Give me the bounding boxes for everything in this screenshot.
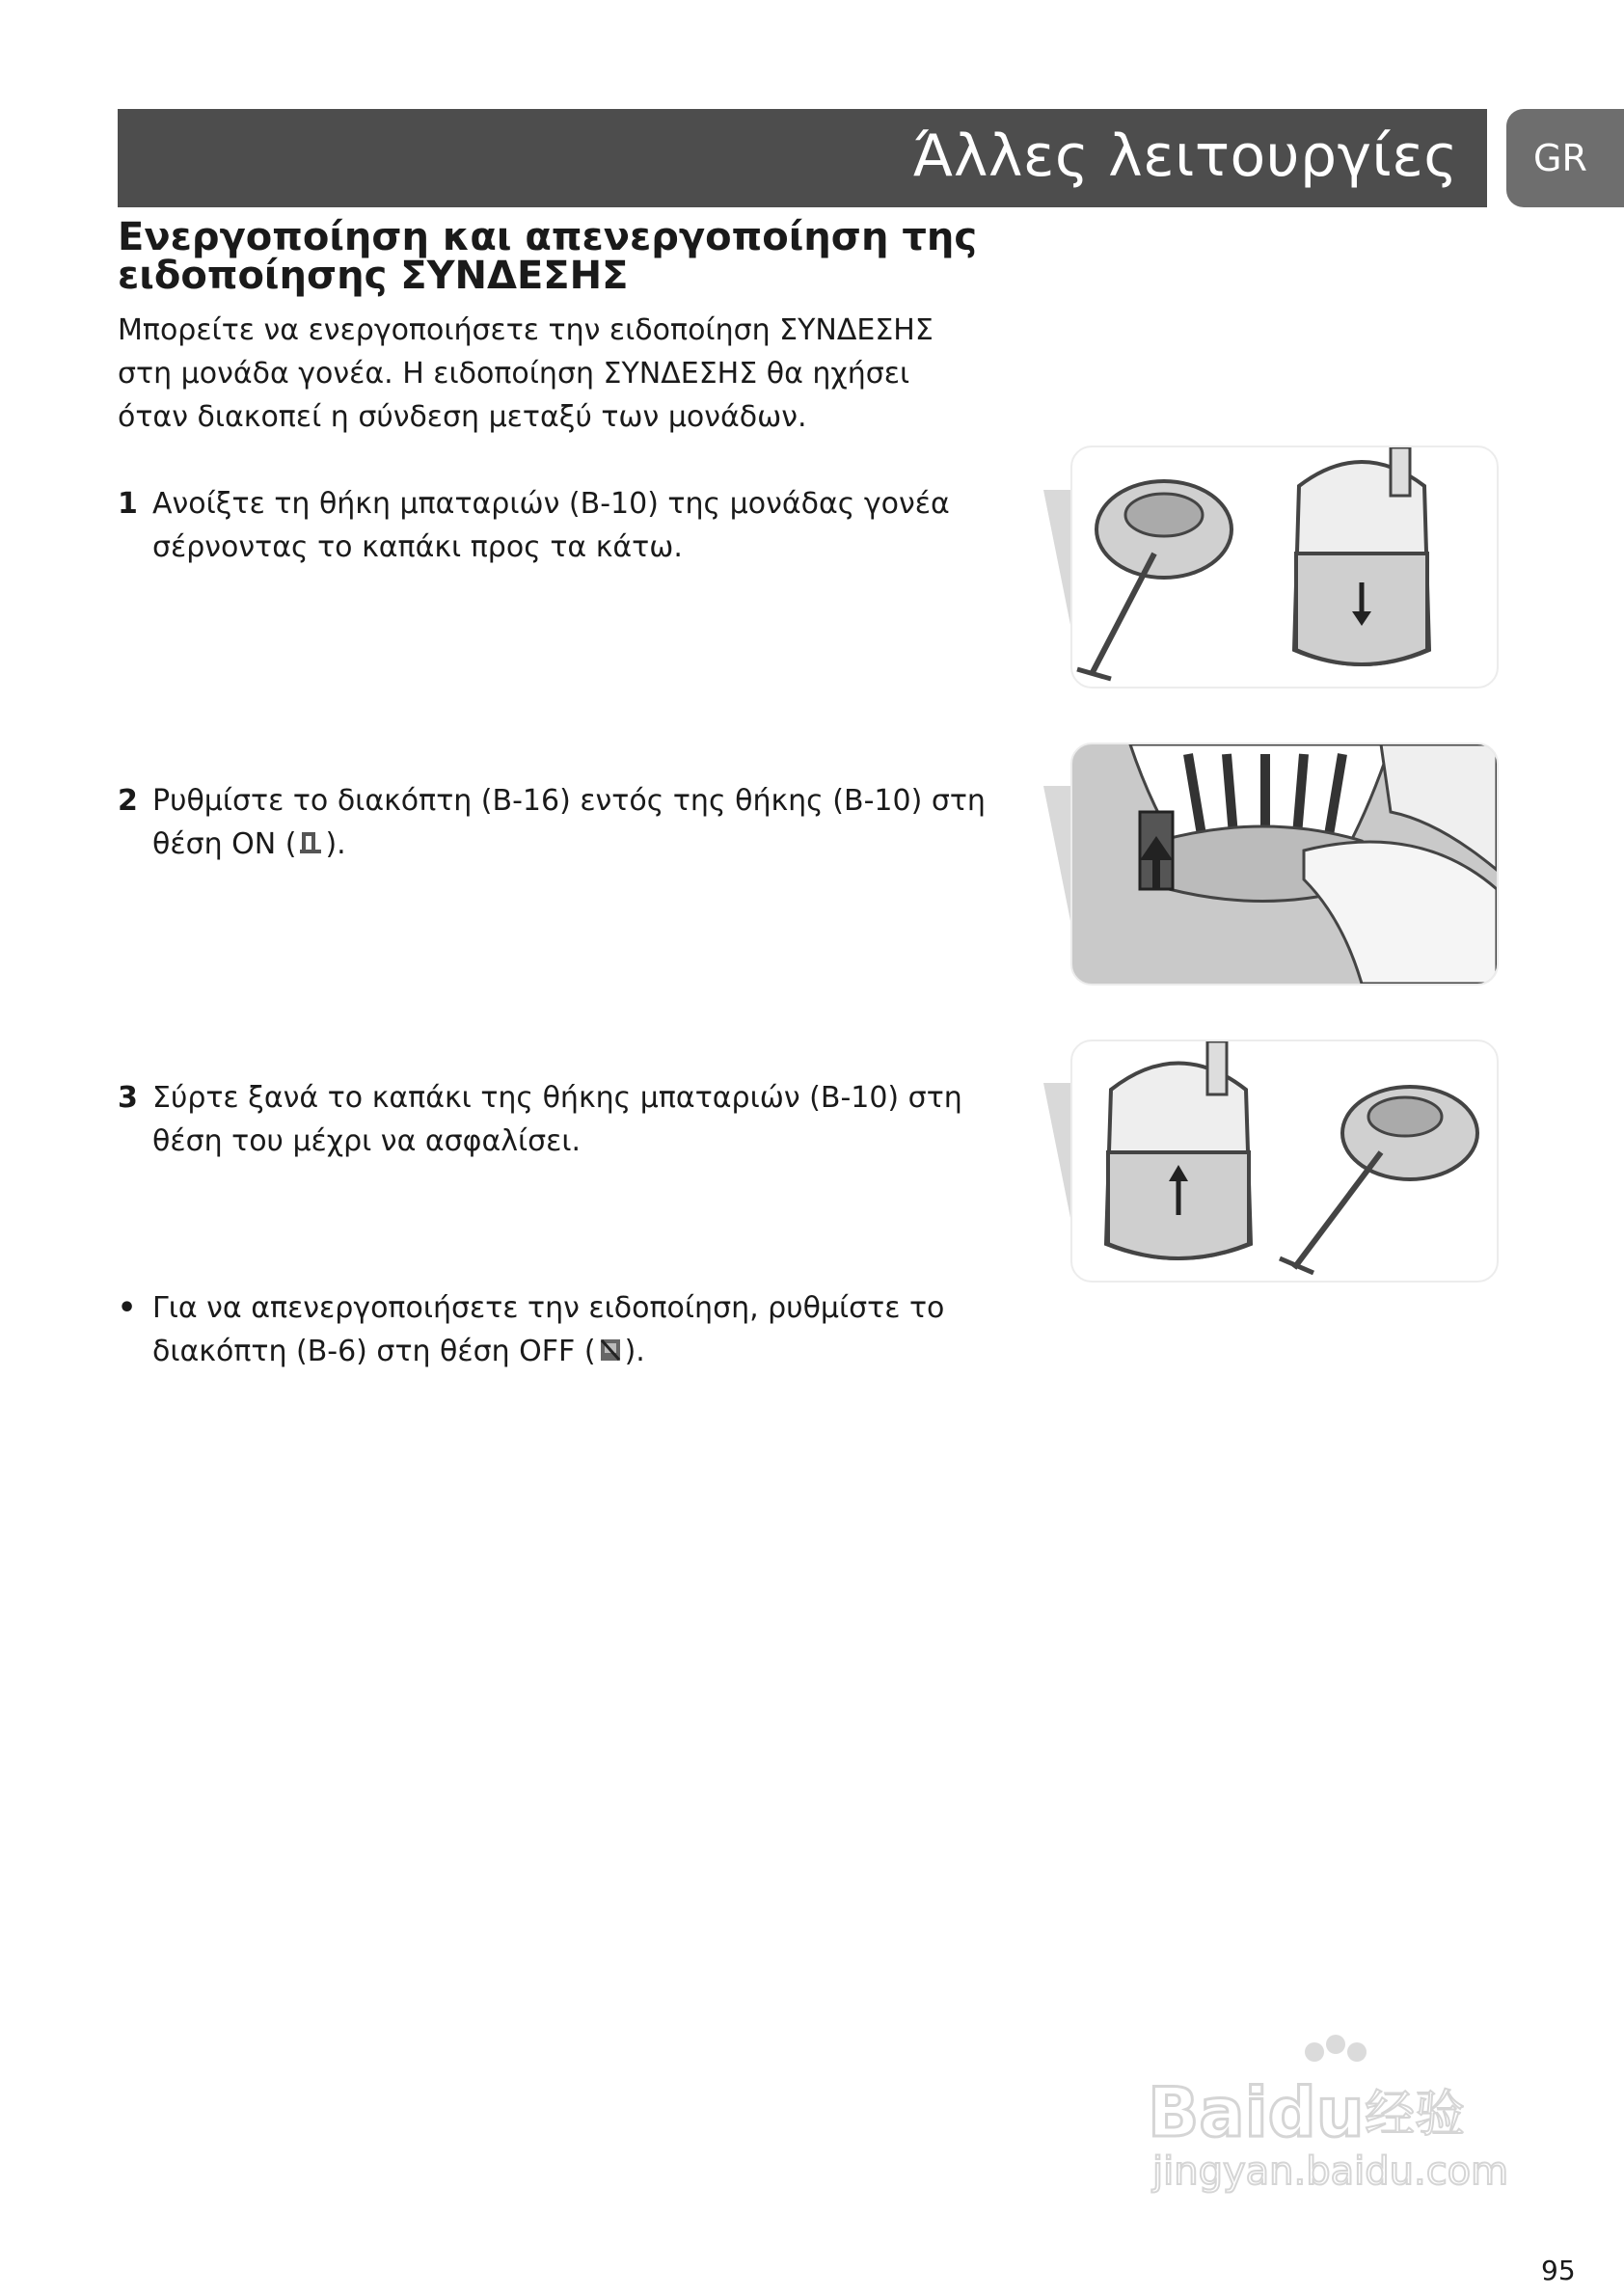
step-line1: Ανοίξτε τη θήκη μπαταριών (B-10) της μονάδας γονέα <box>152 487 950 521</box>
step-number: 1 <box>118 487 138 521</box>
intro-line3: όταν διακοπεί η σύνδεση μεταξύ των μονάδων. <box>118 400 807 434</box>
step-text <box>152 779 1005 866</box>
step-text <box>152 482 1005 569</box>
bullet-symbol: • <box>118 1291 137 1325</box>
step-number: 2 <box>118 784 138 818</box>
step-line1: Σύρτε ξανά το καπάκι της θήκης μπαταριών (B-10) στη <box>152 1081 962 1115</box>
watermark-url: jingyan.baidu.com <box>1152 2149 1509 2194</box>
bullet-line2-start: διακόπτη (B-6) στη θέση OFF ( <box>152 1335 596 1368</box>
bullet-note <box>118 1286 1005 1373</box>
intro-line1: Μπορείτε να ενεργοποιήσετε την ειδοποίηση ΣΥΝΔΕΣΗΣ <box>118 313 934 347</box>
watermark-brand: Baidu <box>1148 2073 1365 2152</box>
intro-paragraph <box>118 309 1024 439</box>
bullet-line2-end: ). <box>624 1335 645 1368</box>
figure-switch-on <box>1070 743 1499 986</box>
page-number: 95 <box>1541 2255 1576 2286</box>
section-title-line1: Ενεργοποίηση και απενεργοποίηση της <box>118 215 978 259</box>
step-line2-end: ). <box>325 827 346 861</box>
watermark-brand2: 经验 <box>1365 2086 1466 2144</box>
bullet-line1: Για να απενεργοποιήσετε την ειδοποίηση, ρυθμίστε το <box>152 1291 945 1325</box>
switch-on-illustration <box>1072 744 1497 984</box>
language-tab: GR <box>1506 109 1624 207</box>
step-3 <box>118 1076 1005 1163</box>
step-line2: σέρνοντας το καπάκι προς τα κάτω. <box>152 530 683 564</box>
step-number: 3 <box>118 1081 138 1115</box>
battery-cover-close-illustration <box>1072 1041 1497 1281</box>
section-title-line2: ειδοποίησης ΣΥΝΔΕΣΗΣ <box>118 254 629 298</box>
switch-off-icon <box>598 1336 623 1364</box>
step-line2-start: θέση ON ( <box>152 827 297 861</box>
step-line2: θέση του μέχρι να ασφαλίσει. <box>152 1124 582 1158</box>
step-line1: Ρυθμίστε το διακόπτη (B-16) εντός της θήκης (B-10) στη <box>152 784 986 818</box>
paw-logo-icon <box>1143 2035 1529 2194</box>
header-bar <box>118 109 1487 207</box>
bullet-text <box>152 1286 1005 1373</box>
step-text <box>152 1076 1005 1163</box>
section-title <box>118 215 1024 298</box>
watermark <box>1143 2035 1529 2194</box>
page-title: Άλλες λειτουργίες <box>912 122 1458 190</box>
intro-line2: στη μονάδα γονέα. Η ειδοποίηση ΣΥΝΔΕΣΗΣ θα ηχήσει <box>118 357 910 391</box>
switch-on-icon <box>298 828 323 857</box>
figure-close-battery-cover <box>1070 1040 1499 1283</box>
step-1 <box>118 482 1005 569</box>
figure-open-battery-cover <box>1070 446 1499 689</box>
step-2 <box>118 779 1005 866</box>
battery-cover-open-illustration <box>1072 447 1497 687</box>
